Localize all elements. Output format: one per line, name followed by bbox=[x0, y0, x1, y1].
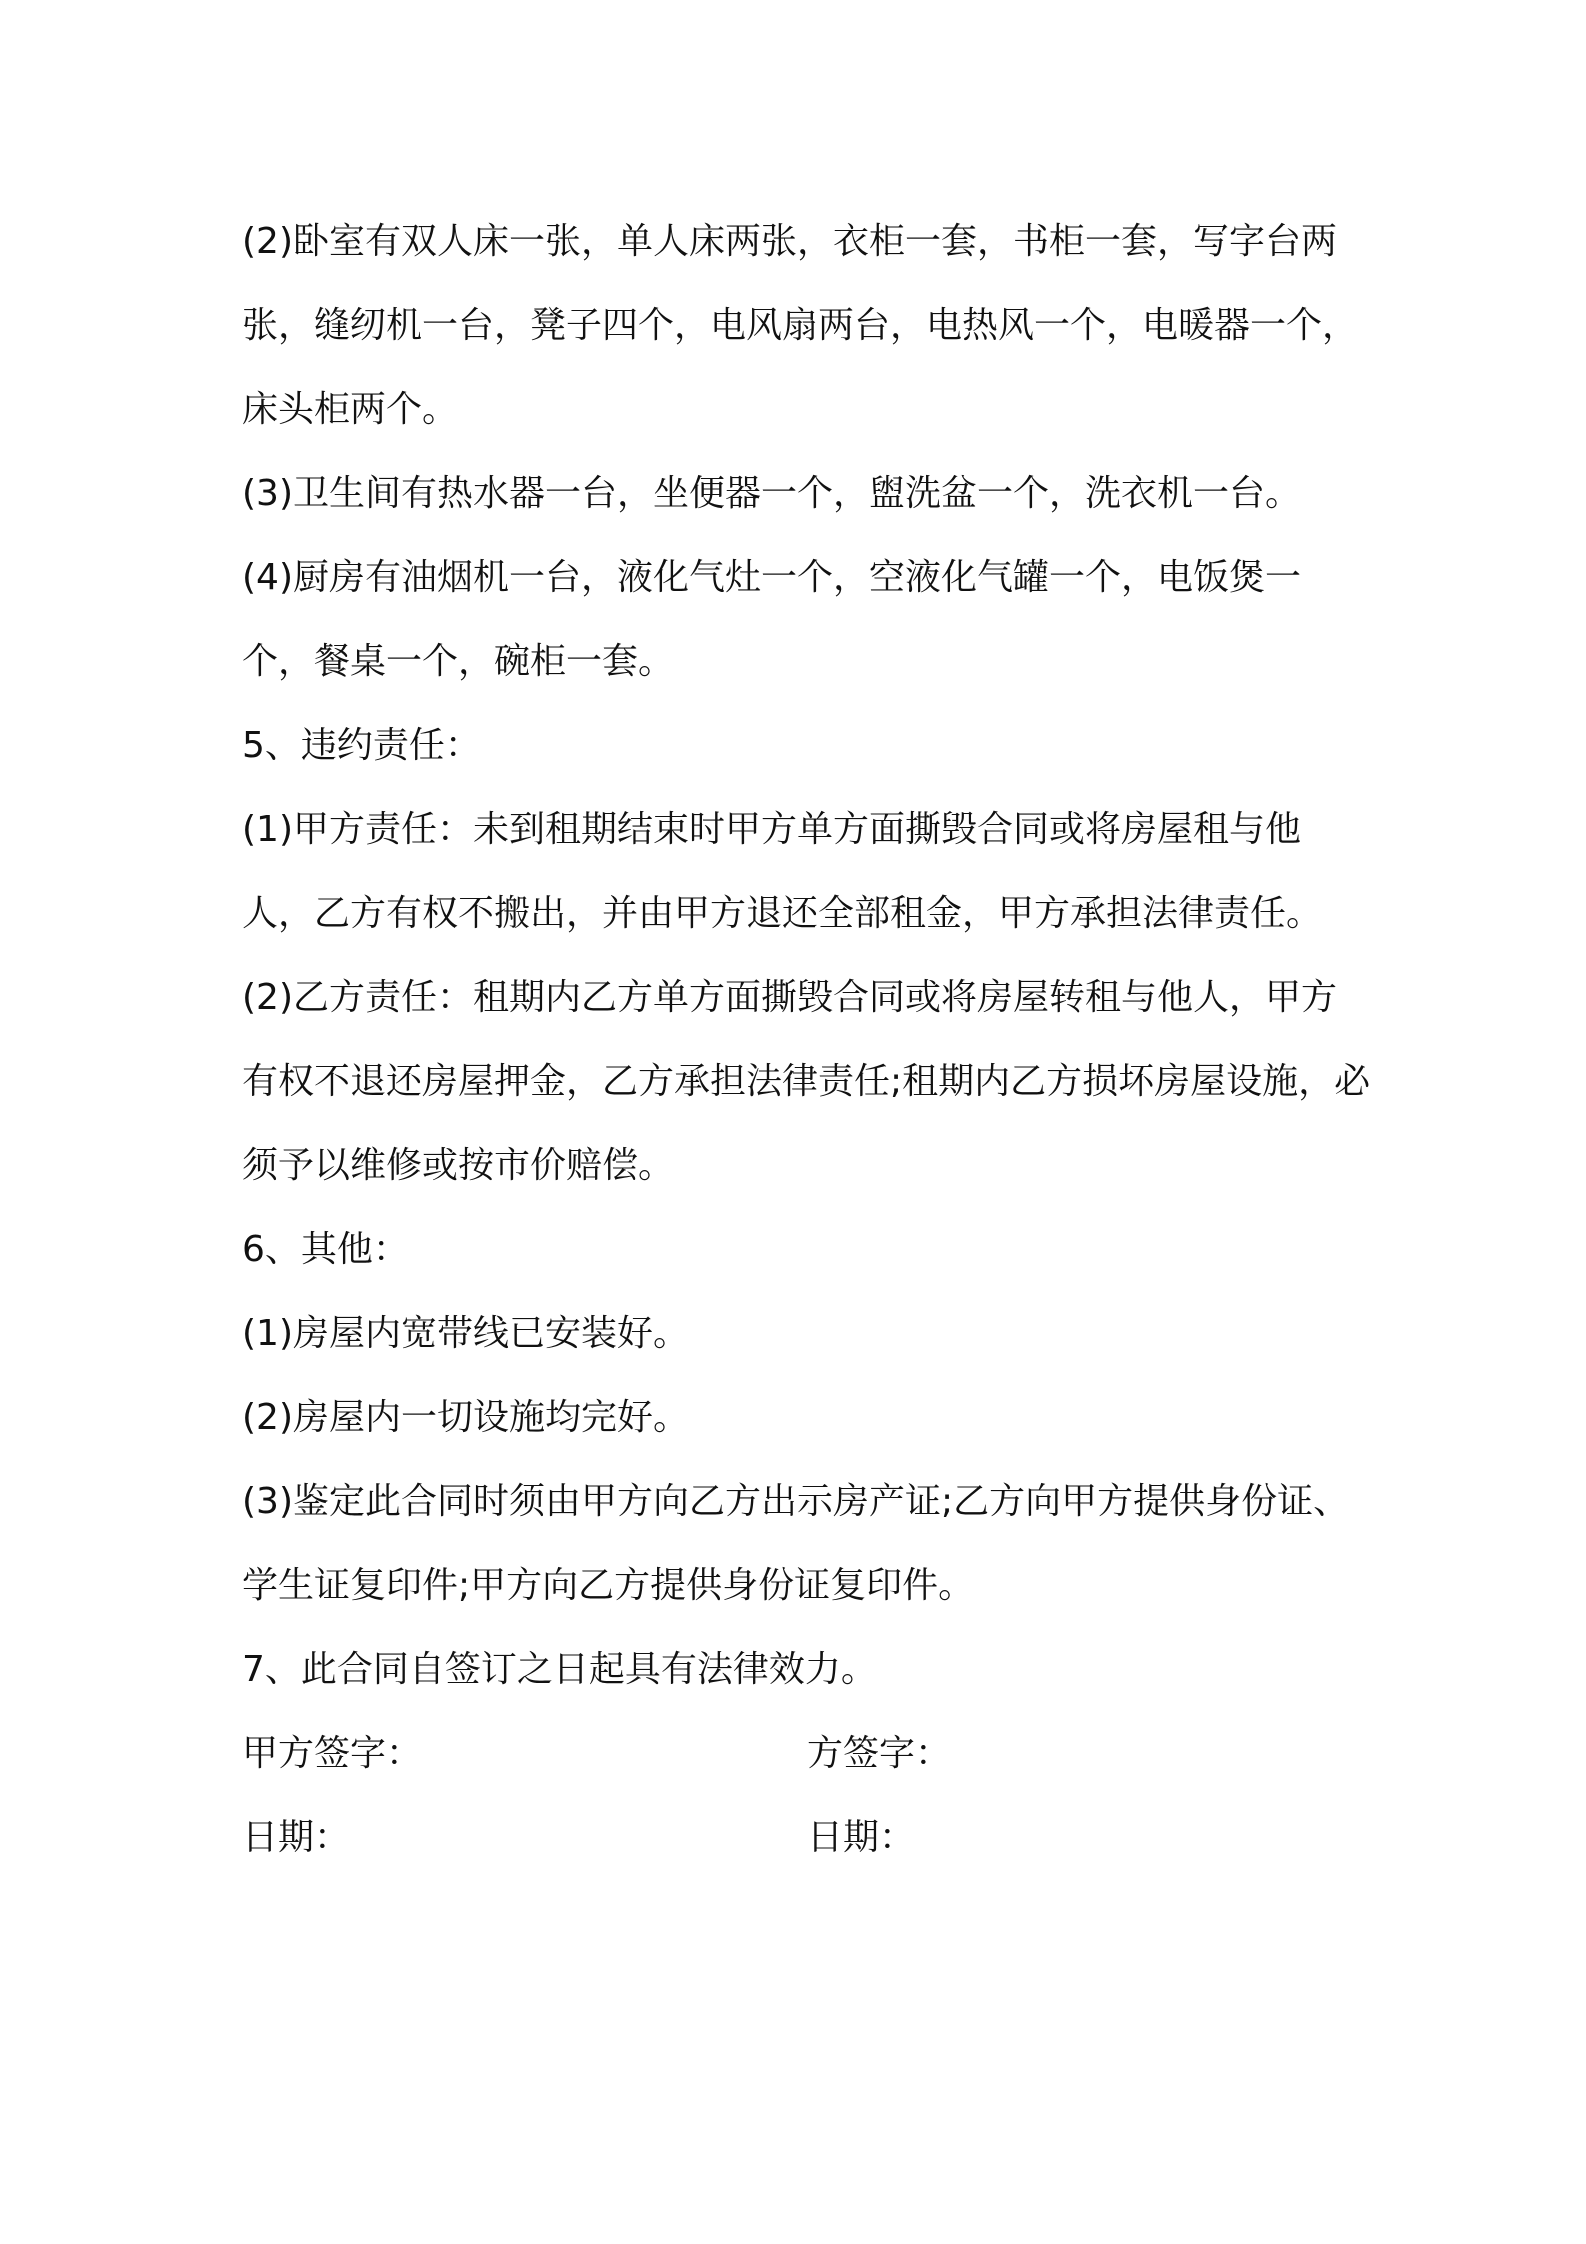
paragraph-kitchen-items: (4)厨房有油烟机一台，液化气灶一个，空液化气罐一个，电饭煲一个，餐桌一个，碗柜一套。 bbox=[242, 557, 1301, 682]
paragraph-bathroom-items: (3)卫生间有热水器一台，坐便器一个，盥洗盆一个，洗衣机一台。 bbox=[242, 473, 1301, 514]
party-a-signature-label: 甲方签字： bbox=[242, 1733, 423, 1774]
paragraph-broadband: (1)房屋内宽带线已安装好。 bbox=[242, 1313, 689, 1354]
party-b-signature-label: 方签字： bbox=[807, 1733, 952, 1774]
paragraph-facilities: (2)房屋内一切设施均完好。 bbox=[242, 1397, 689, 1438]
section-heading-other: 6、其他： bbox=[242, 1229, 409, 1270]
party-b-date-label: 日期： bbox=[807, 1817, 916, 1858]
paragraph-party-a-liability: (1)甲方责任：未到租期结束时甲方单方面撕毁合同或将房屋租与他人，乙方有权不搬出，并由甲方退还全部租金，甲方承担法律责任。 bbox=[242, 809, 1323, 934]
document-body bbox=[242, 200, 1372, 1880]
paragraph-party-b-liability: (2)乙方责任：租期内乙方单方面撕毁合同或将房屋转租与他人，甲方有权不退还房屋押金，乙方承担法律责任;租期内乙方损坏房屋设施，必须予以维修或按市价赔偿。 bbox=[242, 977, 1371, 1186]
section-heading-liability: 5、违约责任： bbox=[242, 725, 481, 766]
paragraph-effective: 7、此合同自签订之日起具有法律效力。 bbox=[242, 1649, 877, 1690]
paragraph-documents: (3)鉴定此合同时须由甲方向乙方出示房产证;乙方向甲方提供身份证、学生证复印件;甲方向乙方提供身份证复印件。 bbox=[242, 1481, 1350, 1606]
date-row bbox=[242, 1796, 1372, 1880]
paragraph-bedroom-items: (2)卧室有双人床一张，单人床两张，衣柜一套，书柜一套，写字台两张，缝纫机一台，凳子四个，电风扇两台，电热风一个，电暖器一个，床头柜两个。 bbox=[242, 221, 1359, 430]
signature-row bbox=[242, 1712, 1372, 1796]
party-a-date-label: 日期： bbox=[242, 1817, 351, 1858]
